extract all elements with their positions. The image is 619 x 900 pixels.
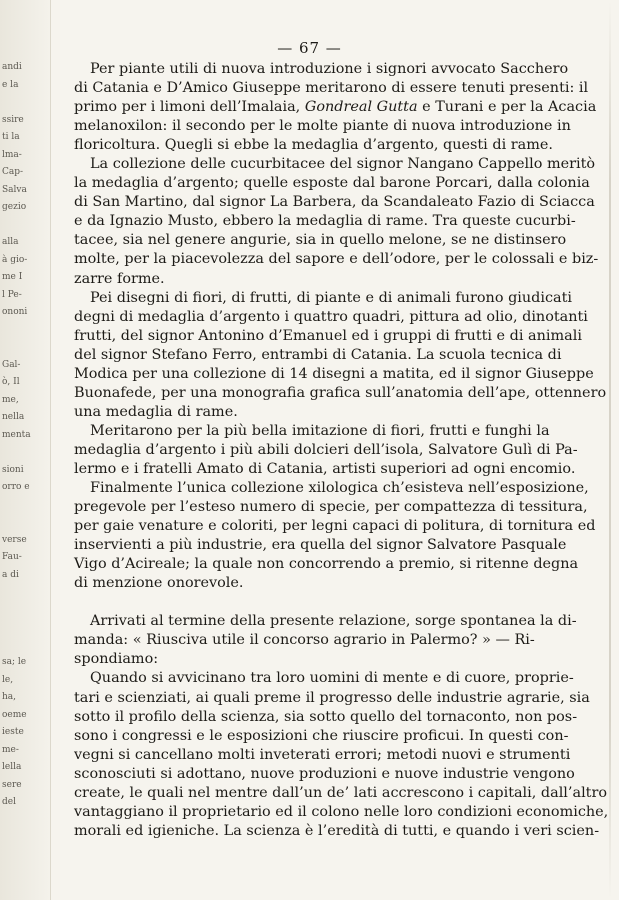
text-line: Buonafede, per una monografia grafica sull’anatomia dell’ape, ottennero <box>74 384 607 401</box>
text-line: Arrivati al termine della presente relazione, sorge spontanea la di- <box>90 613 577 630</box>
text-line: di menzione onorevole. <box>74 575 244 592</box>
margin-fragment: me I <box>2 272 23 282</box>
text-line: lermo e i fratelli Amato di Catania, artisti superiori ad ogni encomio. <box>74 460 576 477</box>
page-number: — 67 — <box>277 39 342 57</box>
text-line: per gaie venature e coloriti, per legni capaci di politura, di tornitura ed <box>74 518 596 535</box>
margin-fragment: verse <box>2 534 27 545</box>
margin-fragment: oeme <box>2 709 27 720</box>
text-line: frutti, del signor Antonino d’Emanuel ed i gruppi di frutti e di animali <box>74 327 582 344</box>
margin-fragment: ò, Il <box>2 377 20 387</box>
margin-fragment: lma- <box>2 149 22 160</box>
margin-fragment: Salva <box>2 184 27 195</box>
body-text <box>74 60 609 841</box>
margin-fragment: Cap- <box>2 167 24 177</box>
margin-fragment: del <box>2 797 16 807</box>
margin-fragment: gezio <box>2 202 27 212</box>
italic-term: Gondreal Gutta <box>304 99 418 116</box>
margin-fragment: ononi <box>2 307 28 317</box>
text-line: floricoltura. Quegli si ebbe la medaglia d’argento, questi di rame. <box>74 137 553 154</box>
text-line: tacee, sia nel genere angurie, sia in quello melone, se ne distinsero <box>74 232 567 249</box>
text-line: sconosciuti si adottano, nuove produzioni e nuove industrie vengono <box>74 765 575 782</box>
margin-fragment: alla <box>2 237 19 247</box>
text-line: morali ed igieniche. La scienza è l’eredità di tutti, e quando i veri scien- <box>74 822 600 839</box>
margin-fragment: ieste <box>2 727 24 737</box>
margin-fragment: andi <box>2 62 22 72</box>
margin-fragment: nella <box>2 412 25 422</box>
margin-fragment: sioni <box>2 464 24 475</box>
margin-fragment: orro e <box>2 482 30 492</box>
margin-fragment: sa; le <box>2 657 27 667</box>
text-line: del signor Stefano Ferro, entrambi di Catania. La scuola tecnica di <box>74 346 562 363</box>
text-line: manda: « Riusciva utile il concorso agrario in Palermo? » — Ri- <box>74 632 535 649</box>
text-line: di San Martino, dal signor La Barbera, da Scandaleato Fazio di Sciacca <box>74 194 595 211</box>
margin-fragment: me, <box>2 394 19 405</box>
margin-fragment: Fau- <box>2 552 22 562</box>
margin-fragment: à gio- <box>2 254 28 265</box>
margin-fragment: a di <box>2 569 19 580</box>
text-line: melanoxilon: il secondo per le molte piante di nuova introduzione in <box>74 118 571 135</box>
text-line: spondiamo: <box>74 651 159 668</box>
text-line: inservienti a più industrie, era quella del signor Salvatore Pasquale <box>74 537 567 554</box>
text-line: tari e scienziati, ai quali preme il progresso delle industrie agrarie, sia <box>74 689 590 706</box>
text-line <box>74 98 597 117</box>
margin-fragment: ti la <box>2 132 20 142</box>
text-line: Pei disegni di fiori, di frutti, di piante e di animali furono giudicati <box>90 289 572 306</box>
adjacent-page-margin <box>0 0 51 900</box>
margin-fragment: sere <box>2 779 22 790</box>
text-line: vantaggiano il proprietario ed il colono nelle loro condizioni economiche, <box>74 803 609 820</box>
margin-fragment: le, <box>2 674 14 685</box>
margin-fragment: ha, <box>2 692 17 702</box>
text-run: e Turani e per la Acacia <box>417 99 597 116</box>
text-line: una medaglia di rame. <box>74 403 238 420</box>
text-line: Vigo d’Acireale; la quale non concorrendo a premio, si ritenne degna <box>74 556 579 573</box>
text-line: molte, per la piacevolezza del sapore e dell’odore, per le colossali e biz- <box>74 251 599 268</box>
text-line: Meritarono per la più bella imitazione di fiori, frutti e funghi la <box>90 422 550 439</box>
text-line: create, le quali nel mentre dall’un de’ lati accrescono i capitali, dall’altro <box>74 784 607 801</box>
text-run: primo per i limoni dell’Imalaia, <box>74 99 305 116</box>
margin-fragment: menta <box>2 429 31 440</box>
text-line: Quando si avvicinano tra loro uomini di mente e di cuore, proprie- <box>90 670 574 687</box>
margin-fragment: Gal- <box>2 359 21 370</box>
text-line: Per piante utili di nuova introduzione i signori avvocato Sacchero <box>90 61 569 77</box>
text-line: La collezione delle cucurbitacee del signor Nangano Cappello meritò <box>90 156 596 173</box>
text-line: zarre forme. <box>74 270 165 287</box>
margin-fragment: ssire <box>2 114 24 125</box>
text-line: di Catania e D’Amico Giuseppe meritarono di essere tenuti presenti: il <box>74 80 589 97</box>
text-line: Modica per una collezione di 14 disegni a matita, ed il signor Giuseppe <box>74 365 594 382</box>
text-line: Finalmente l’unica collezione xilologica ch’esisteva nell’esposizione, <box>90 480 589 497</box>
text-line: sotto il profilo della scienza, sia sotto quello del tornaconto, non pos- <box>74 708 578 725</box>
margin-fragment: l Pe- <box>2 289 22 300</box>
text-line: degni di medaglia d’argento i quattro quadri, pittura ad olio, dinotanti <box>74 308 588 325</box>
margin-fragment: e la <box>2 79 19 90</box>
text-line: medaglia d’argento i più abili dolcieri dell’isola, Salvatore Gulì di Pa- <box>74 441 578 458</box>
paragraph-gap <box>74 593 502 612</box>
text-line: la medaglia d’argento; quelle esposte dal barone Porcari, dalla colonia <box>74 175 590 192</box>
margin-fragment: lella <box>2 762 22 772</box>
text-line: pregevole per l’esteso numero di specie, per compattezza di tessitura, <box>74 499 588 516</box>
text-line: sono i congressi e le esposizioni che riuscire proficui. In questi con- <box>74 727 569 744</box>
page-edge-shadow <box>609 0 611 900</box>
text-line: vegni si cancellano molti inveterati errori; metodi nuovi e strumenti <box>74 746 571 763</box>
margin-fragment: me- <box>2 744 19 755</box>
text-line: e da Ignazio Musto, ebbero la medaglia di rame. Tra queste cucurbi- <box>74 213 576 230</box>
